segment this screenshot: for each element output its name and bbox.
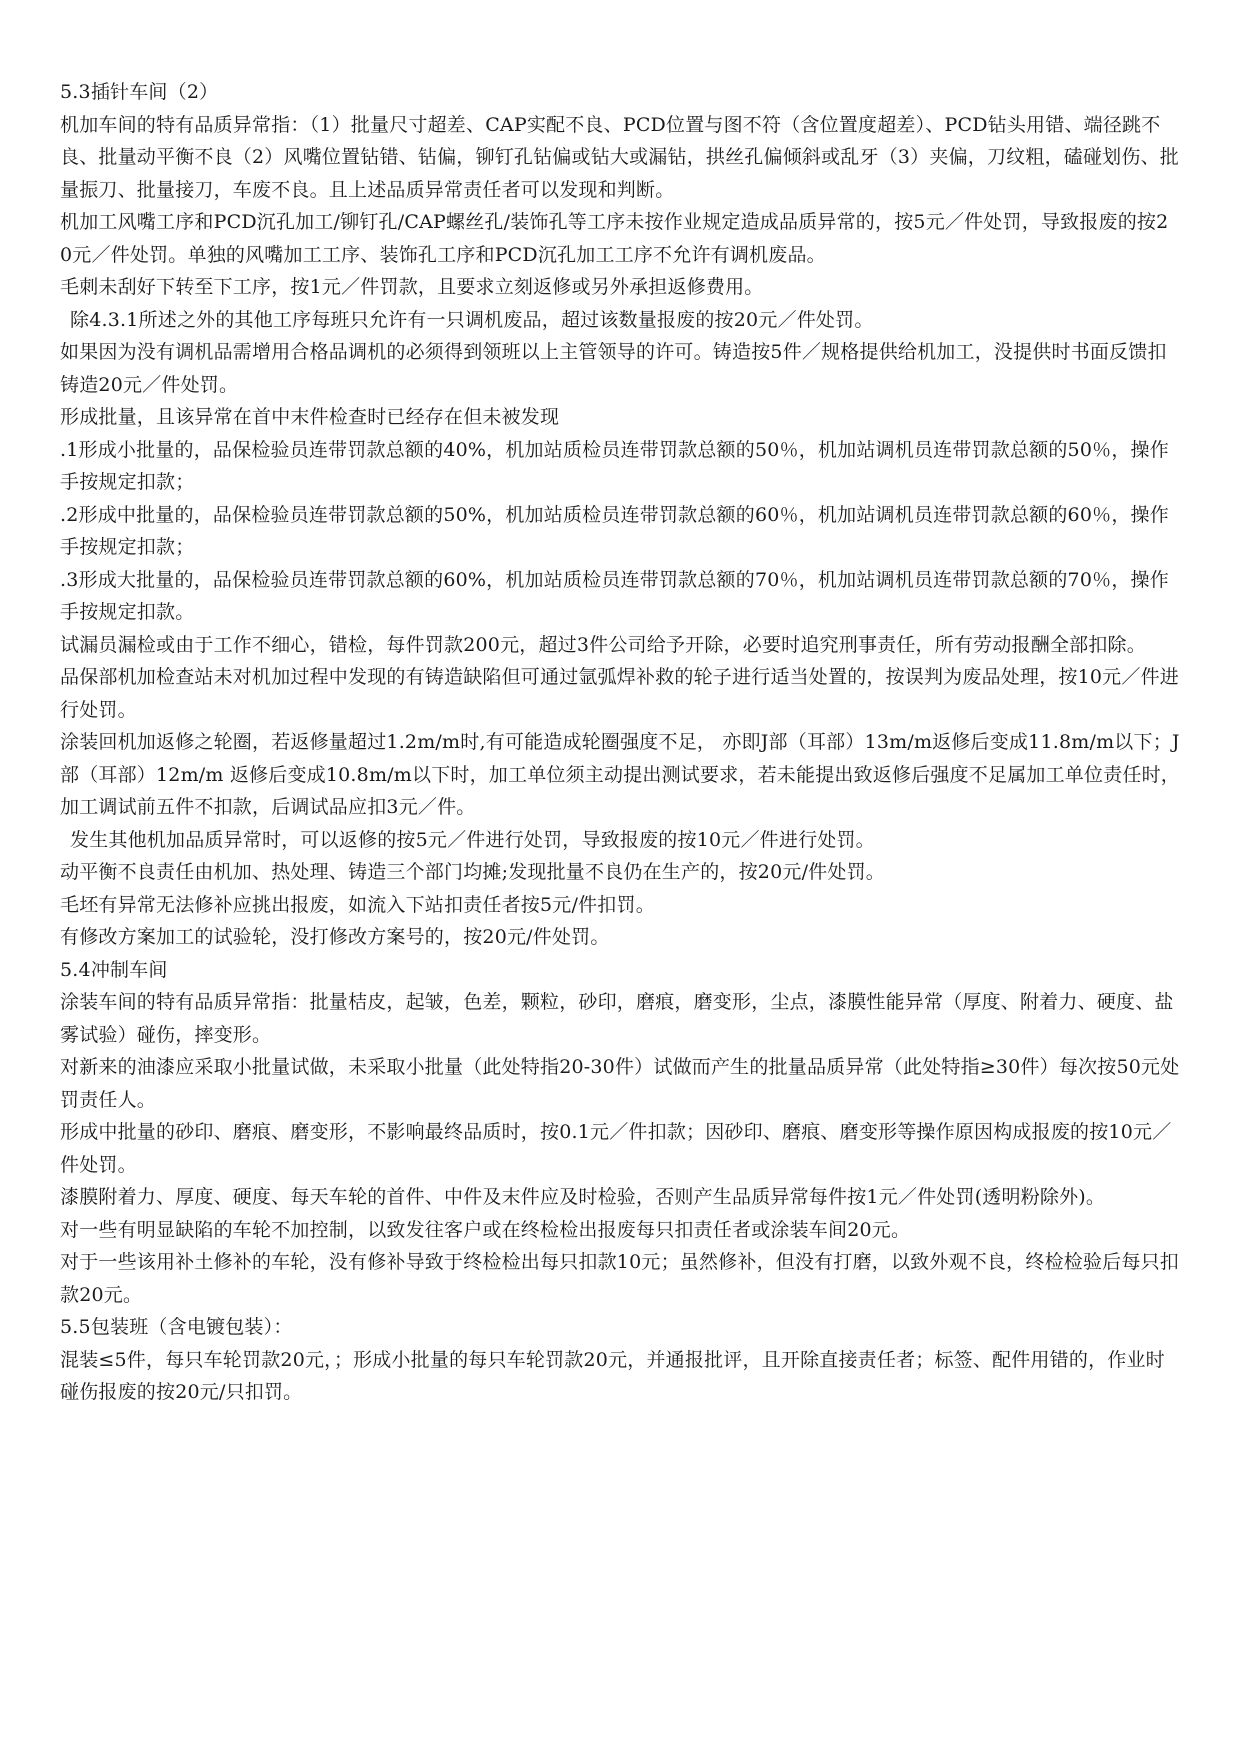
paragraph: 动平衡不良责任由机加、热处理、铸造三个部门均摊;发现批量不良仍在生产的，按20元/件处罚。 xyxy=(60,861,885,883)
paragraph: 漆膜附着力、厚度、硬度、每天车轮的首件、中件及末件应及时检验，否则产生品质异常每件按1元／件处罚(透明粉除外)。 xyxy=(60,1186,1106,1208)
paragraph: 对新来的油漆应采取小批量试做，未采取小批量（此处特指20-30件）试做而产生的批量品质异常（此处特指≥30件）每次按50元处罚责任人。 xyxy=(60,1056,1180,1111)
paragraph: 毛刺未刮好下转至下工序，按1元／件罚款，且要求立刻返修或另外承担返修费用。 xyxy=(60,276,764,298)
paragraph: 形成中批量的砂印、磨痕、磨变形，不影响最终品质时，按0.1元／件扣款；因砂印、磨痕、磨变形等操作原因构成报废的按10元／件处罚。 xyxy=(60,1121,1172,1176)
list-item: .1形成小批量的，品保检验员连带罚款总额的40%，机加站质检员连带罚款总额的50％，机加站调机员连带罚款总额的50％，操作手按规定扣款； xyxy=(60,438,1169,493)
section-heading-5-3: 5.3插针车间（2） xyxy=(60,81,219,103)
paragraph: 发生其他机加品质异常时，可以返修的按5元／件进行处罚，导致报废的按10元／件进行处罚。 xyxy=(70,828,875,851)
document-body xyxy=(60,76,1180,1409)
paragraph: 对一些有明显缺陷的车轮不加控制，以致发往客户或在终检检出报废每只扣责任者或涂装车间20元。 xyxy=(60,1218,911,1241)
paragraph: 涂装回机加返修之轮圈，若返修量超过1.2m/m时,有可能造成轮圈强度不足， 亦即J部（耳部）13m/m返修后变成11.8m/m以下；J部（耳部）12m/m 返修后变成10.8m/m以下时，加工单位须主动提出测试要求，若未能提出致返修后强度不足属加工单位责任时，加工调试前五件不扣款，后调试品应扣3元／件。 xyxy=(60,731,1180,818)
section-heading-5-5: 5.5包装班（含电镀包装）： xyxy=(60,1316,293,1338)
list-item: .2形成中批量的，品保检验员连带罚款总额的50%，机加站质检员连带罚款总额的60％，机加站调机员连带罚款总额的60％，操作手按规定扣款； xyxy=(60,503,1169,558)
paragraph: 形成批量，且该异常在首中末件检查时已经存在但未被发现 xyxy=(60,406,560,428)
paragraph: 机加车间的特有品质异常指：（1）批量尺寸超差、CAP实配不良、PCD位置与图不符（含位置度超差）、PCD钻头用错、端径跳不良、批量动平衡不良（2）风嘴位置钻错、钻偏，铆钉孔钻偏或钻大或漏钻，拱丝孔偏倾斜或乱牙（3）夹偏，刀纹粗，磕碰划伤、批量振刀、批量接刀，车废不良。且上述品质异常责任者可以发现和判断。 xyxy=(60,113,1179,201)
paragraph: 对于一些该用补土修补的车轮，没有修补导致于终检检出每只扣款10元；虽然修补，但没有打磨，以致外观不良，终检检验后每只扣款20元。 xyxy=(60,1251,1179,1306)
paragraph: 机加工风嘴工序和PCD沉孔加工/铆钉孔/CAP螺丝孔/装饰孔等工序未按作业规定造成品质异常的，按5元／件处罚，导致报废的按20元／件处罚。单独的风嘴加工工序、装饰孔工序和PCD沉孔加工工序不允许有调机废品。 xyxy=(60,211,1169,266)
paragraph: 如果因为没有调机品需增用合格品调机的必须得到领班以上主管领导的许可。铸造按5件／规格提供给机加工，没提供时书面反馈扣铸造20元／件处罚。 xyxy=(60,341,1167,396)
section-heading-5-4: 5.4冲制车间 xyxy=(60,958,168,981)
paragraph: 毛坯有异常无法修补应挑出报废，如流入下站扣责任者按5元/件扣罚。 xyxy=(60,893,655,916)
paragraph: 混装≤5件，每只车轮罚款20元，；形成小批量的每只车轮罚款20元，并通报批评，且开除直接责任者；标签、配件用错的，作业时碰伤报废的按20元/只扣罚。 xyxy=(60,1348,1165,1403)
paragraph: 品保部机加检查站未对机加过程中发现的有铸造缺陷但可通过氩弧焊补救的轮子进行适当处置的，按误判为废品处理，按10元／件进行处罚。 xyxy=(60,666,1179,721)
paragraph: 有修改方案加工的试验轮，没打修改方案号的，按20元/件处罚。 xyxy=(60,926,610,948)
paragraph: 涂装车间的特有品质异常指：批量桔皮，起皱，色差，颗粒，砂印，磨痕，磨变形，尘点，漆膜性能异常（厚度、附着力、硬度、盐雾试验）碰伤，摔变形。 xyxy=(60,991,1174,1046)
paragraph: 试漏员漏检或由于工作不细心，错检，每件罚款200元，超过3件公司给予开除，必要时追究刑事责任，所有劳动报酬全部扣除。 xyxy=(60,633,1146,656)
paragraph: 除4.3.1所述之外的其他工序每班只允许有一只调机废品，超过该数量报废的按20元／件处罚。 xyxy=(70,308,874,331)
list-item: .3形成大批量的，品保检验员连带罚款总额的60%，机加站质检员连带罚款总额的70％，机加站调机员连带罚款总额的70％，操作手按规定扣款。 xyxy=(60,568,1169,623)
